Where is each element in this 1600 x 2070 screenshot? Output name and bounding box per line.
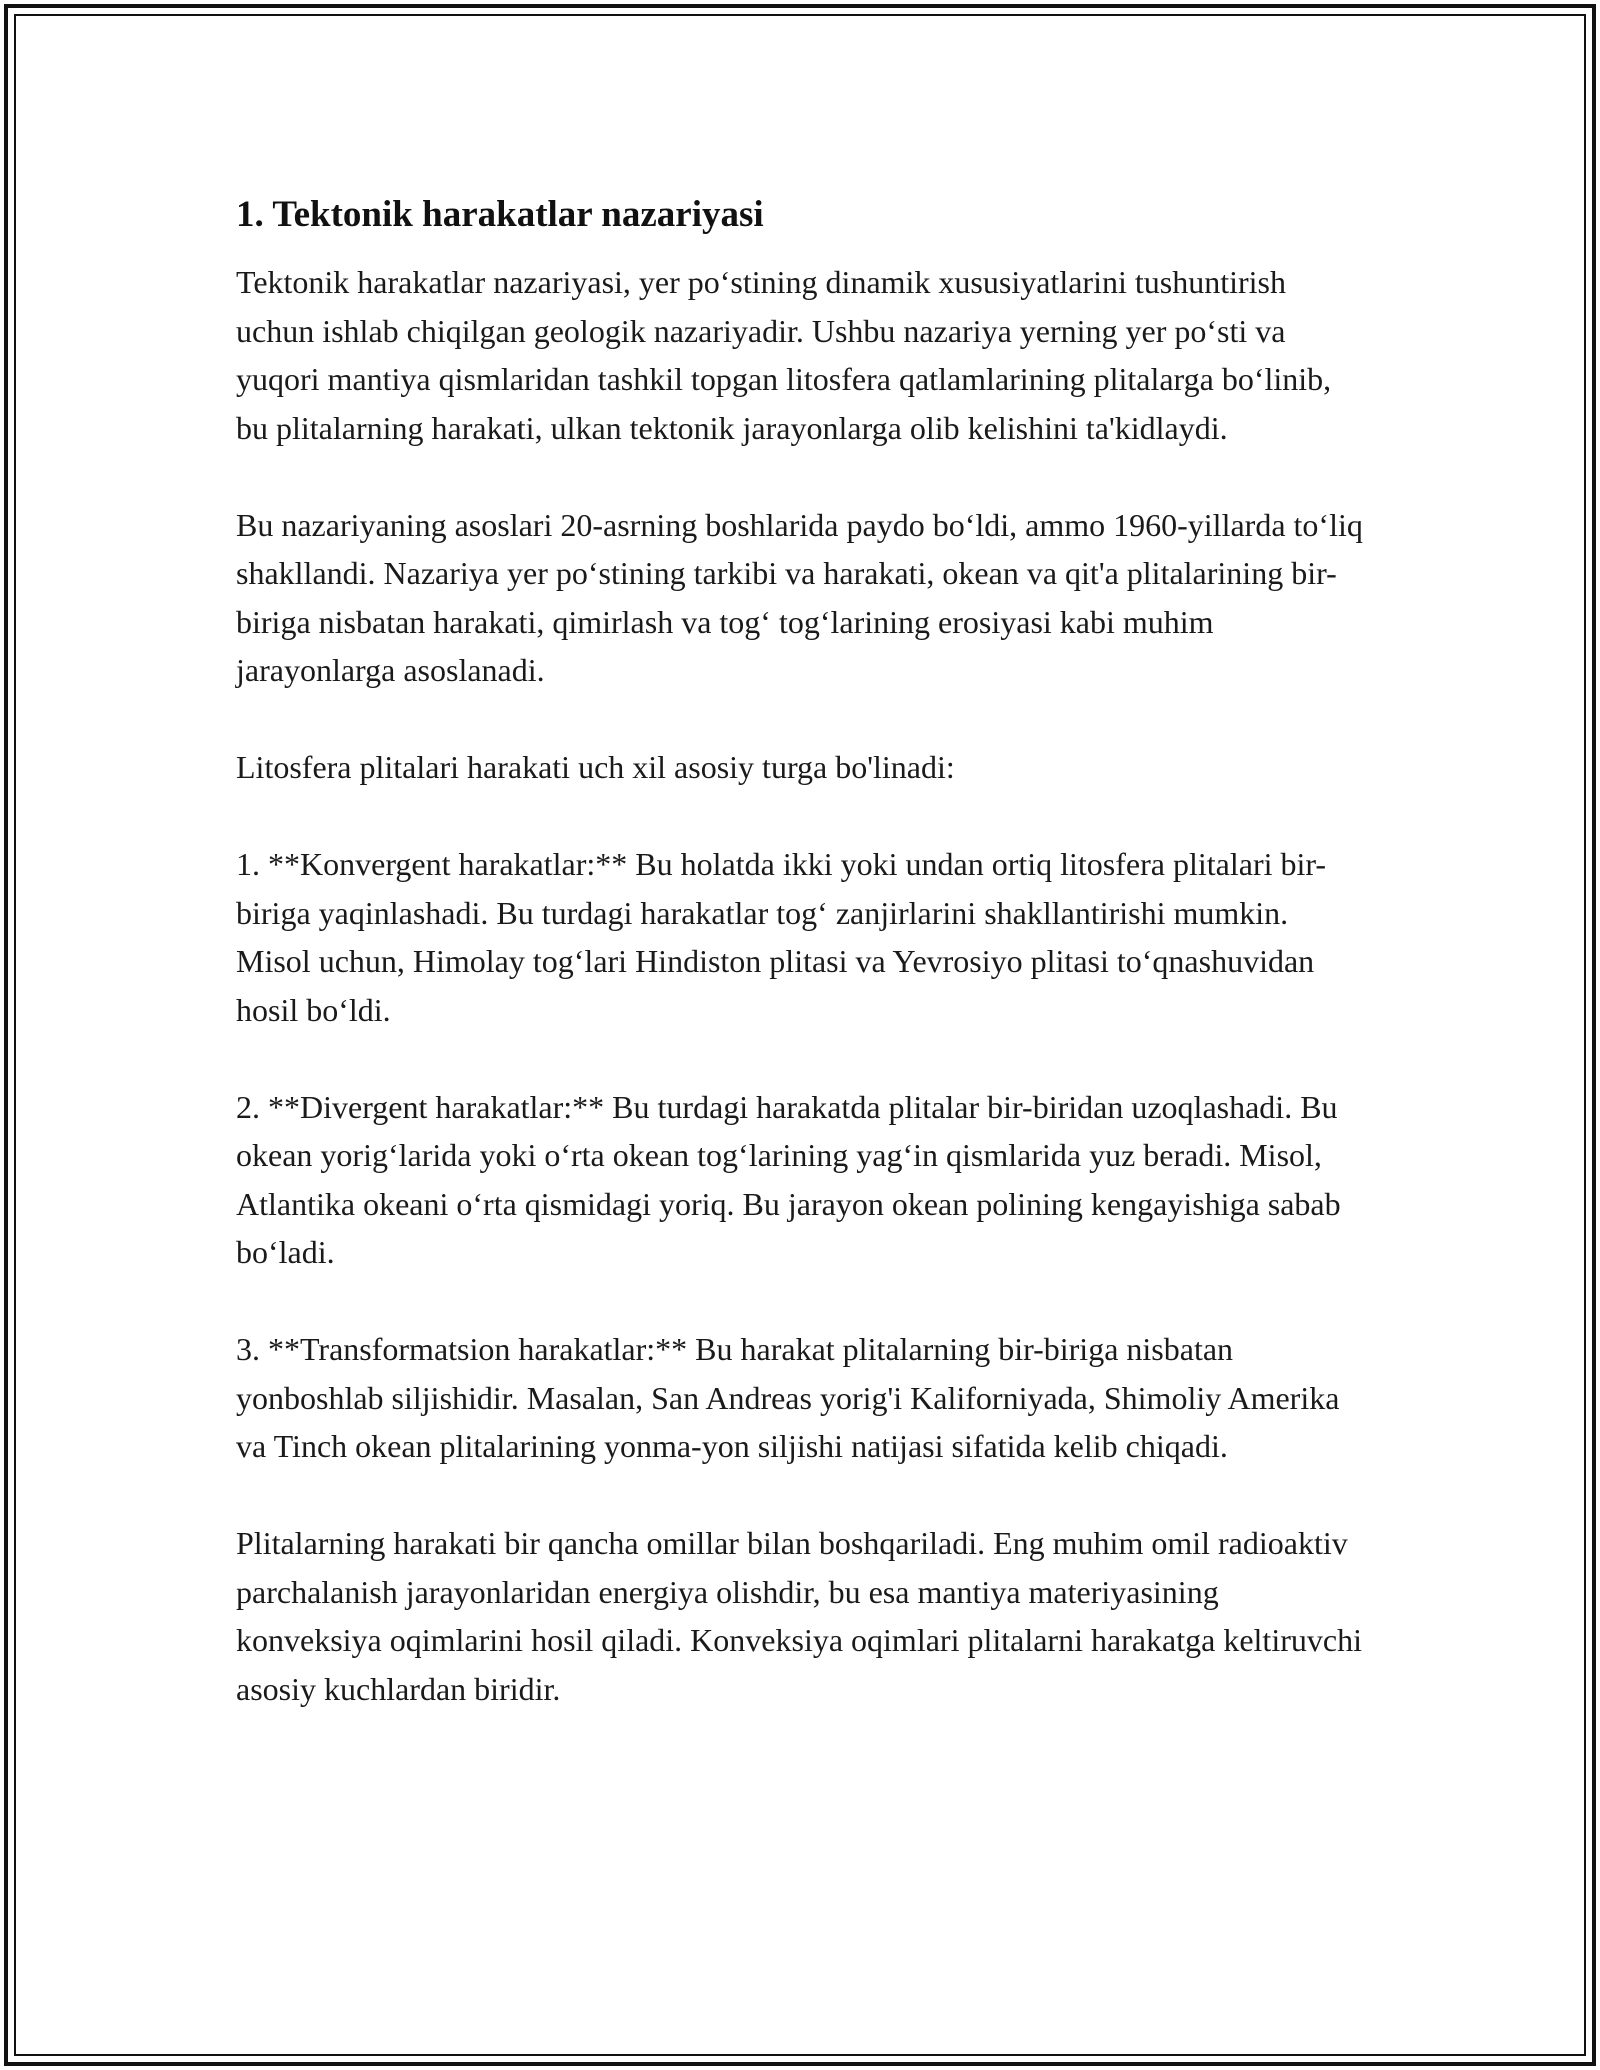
paragraph-intro: Tektonik harakatlar nazariyasi, yer po‘stining dinamik xususiyatlarini tushuntirish uchun ishlab chiqilgan geologik nazariyadir. Ushbu nazariya yerning yer po‘sti va yuqori mantiya qismlaridan tashkil topgan litosfera qatlamlarining plitalarga bo‘linib, bu plitalarning harakati, ulkan tektonik jarayonlarga olib kelishini ta'kidlaydi.: [236, 264, 1332, 446]
document-title: 1. Tektonik harakatlar nazariyasi: [236, 194, 764, 235]
paragraph-divergent: 2. **Divergent harakatlar:** Bu turdagi harakatda plitalar bir-biridan uzoqlashadi. Bu okean yorig‘larida yoki o‘rta okean tog‘larining yag‘in qismlarida yuz beradi. Misol, Atlantika okeani o‘rta qismidagi yoriq. Bu jarayon okean polining kengayishiga sabab bo‘ladi.: [236, 1088, 1341, 1270]
paragraph-convergent: 1. **Konvergent harakatlar:** Bu holatda ikki yoki undan ortiq litosfera plitalari bir-biriga yaqinlashadi. Bu turdagi harakatlar tog‘ zanjirlarini shakllantirishi mumkin. Misol uchun, Himolay tog‘lari Hindiston plitasi va Yevrosiyo plitasi to‘qnashuvidan hosil bo‘ldi.: [236, 846, 1327, 1028]
document-body: [236, 186, 1366, 1762]
paragraph-history: Bu nazariyaning asoslari 20-asrning boshlarida paydo bo‘ldi, ammo 1960-yillarda to‘liq shakllandi. Nazariya yer po‘stining tarkibi va harakati, okean va qit'a plitalarining bir-biriga nisbatan harakati, qimirlash va tog‘ tog‘larining erosiyasi kabi muhim jarayonlarga asoslanadi.: [236, 506, 1363, 688]
paragraph-types-intro: Litosfera plitalari harakati uch xil asosiy turga bo'linadi:: [236, 749, 955, 785]
paragraph-transform: 3. **Transformatsion harakatlar:** Bu harakat plitalarning bir-biriga nisbatan yonboshlab siljishidir. Masalan, San Andreas yorig'i Kaliforniyada, Shimoliy Amerika va Tinch okean plitalarining yonma-yon siljishi natijasi sifatida kelib chiqadi.: [236, 1331, 1340, 1464]
paragraph-drivers: Plitalarning harakati bir qancha omillar bilan boshqariladi. Eng muhim omil radioaktiv parchalanish jarayonlaridan energiya olishdir, bu esa mantiya materiyasining konveksiya oqimlarini hosil qiladi. Konveksiya oqimlari plitalarni harakatga keltiruvchi asosiy kuchlardan biridir.: [236, 1525, 1362, 1707]
